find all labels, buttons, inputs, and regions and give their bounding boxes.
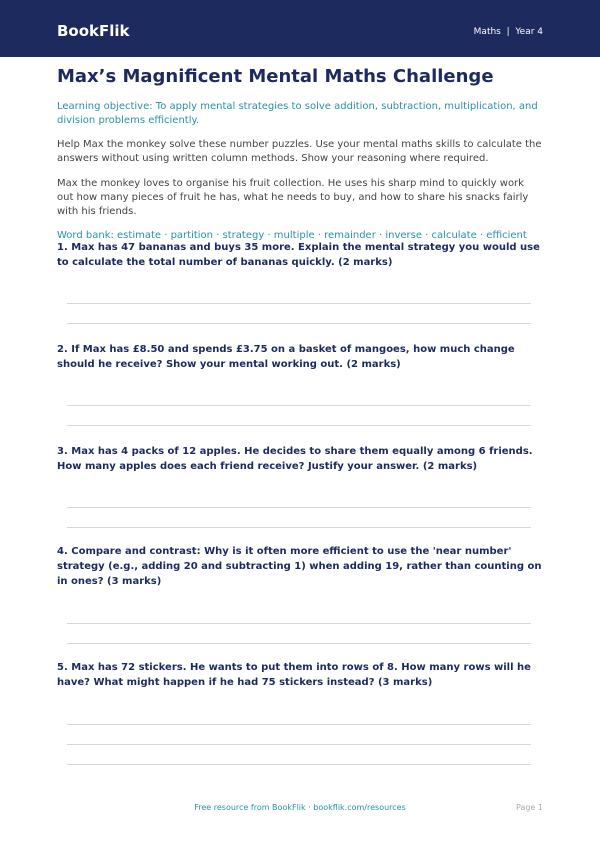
page-number: Page 1 bbox=[516, 803, 543, 812]
learning-objective: Learning objective: To apply mental strategies to solve addition, subtraction, multiplication, and division problems efficiently. bbox=[57, 101, 538, 126]
subject-year-label: Maths | Year 4 bbox=[473, 27, 543, 37]
header-bar bbox=[0, 0, 600, 57]
question-2-text: 2. If Max has £8.50 and spends £3.75 on a basket of mangoes, how much change should he receive? Show your mental working out. (2 marks) bbox=[57, 344, 515, 370]
question-3 bbox=[57, 444, 543, 474]
word-bank: Word bank: estimate · partition · strategy · multiple · remainder · inverse · calculate · efficient bbox=[57, 230, 527, 241]
brand-logo-text[interactable]: BookFlik bbox=[57, 22, 130, 40]
worksheet-intro bbox=[57, 65, 543, 243]
question-1 bbox=[57, 240, 543, 270]
answer-line[interactable] bbox=[67, 425, 531, 426]
answer-line[interactable] bbox=[67, 744, 531, 745]
footer-source-link[interactable]: Free resource from BookFlik · bookflik.com/resources bbox=[194, 803, 406, 812]
question-5-text: 5. Max has 72 stickers. He wants to put them into rows of 8. How many rows will he have? What might happen if he had 75 stickers instead? (3 marks) bbox=[57, 662, 531, 688]
answer-line[interactable] bbox=[67, 643, 531, 644]
question-4 bbox=[57, 544, 543, 589]
answer-line[interactable] bbox=[67, 405, 531, 406]
answer-line[interactable] bbox=[67, 507, 531, 508]
answer-line[interactable] bbox=[67, 764, 531, 765]
answer-line[interactable] bbox=[67, 724, 531, 725]
question-3-text: 3. Max has 4 packs of 12 apples. He decides to share them equally among 6 friends. How many apples does each friend receive? Justify your answer. (2 marks) bbox=[57, 446, 533, 472]
question-5 bbox=[57, 660, 543, 690]
question-4-text: 4. Compare and contrast: Why is it often more efficient to use the 'near number' strategy (e.g., adding 20 and subtracting 1) when adding 19, rather than counting on in ones? (3 marks) bbox=[57, 546, 542, 587]
page-title: Max’s Magnificent Mental Maths Challenge bbox=[57, 66, 494, 87]
answer-line[interactable] bbox=[67, 303, 531, 304]
answer-line[interactable] bbox=[67, 623, 531, 624]
instructions-paragraph: Help Max the monkey solve these number puzzles. Use your mental maths skills to calculate the answers without using written column methods. Show your reasoning where required. bbox=[57, 139, 542, 164]
question-2 bbox=[57, 342, 543, 372]
story-paragraph: Max the monkey loves to organise his fruit collection. He uses his sharp mind to quickly work out how many pieces of fruit he has, what he needs to buy, and how to share his snacks fairly with his friends. bbox=[57, 178, 529, 217]
question-1-text: 1. Max has 47 bananas and buys 35 more. Explain the mental strategy you would use to calculate the total number of bananas quickly. (2 marks) bbox=[57, 242, 540, 268]
answer-line[interactable] bbox=[67, 323, 531, 324]
answer-line[interactable] bbox=[67, 527, 531, 528]
